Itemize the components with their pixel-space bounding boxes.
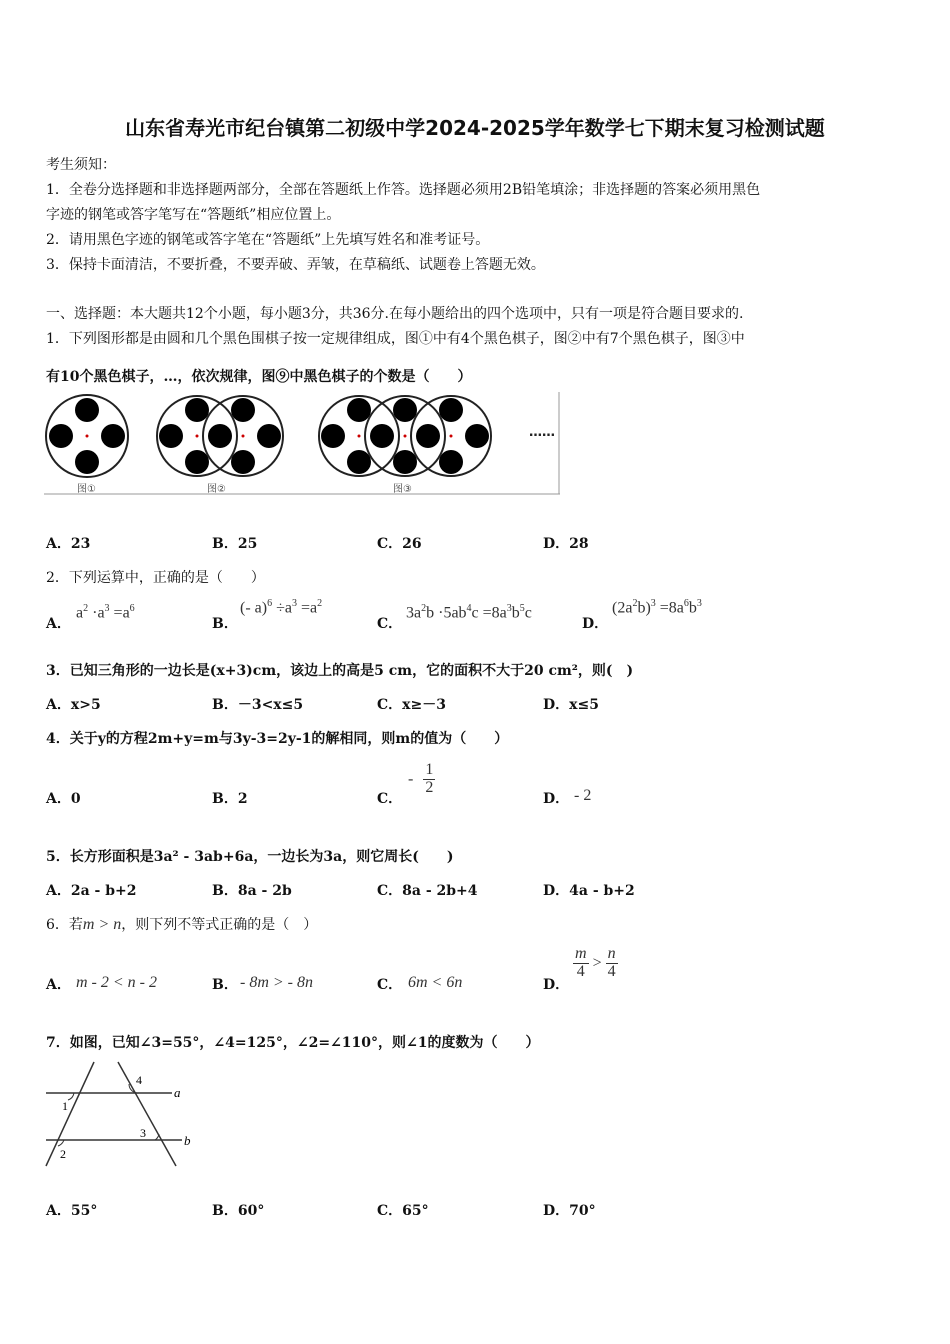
q7-option-d[interactable]: D．70° <box>543 1203 596 1219</box>
q4-option-b[interactable]: B．2 <box>212 791 248 807</box>
angle-label-4: 4 <box>136 1073 142 1087</box>
angle-label-1: 1 <box>62 1099 68 1113</box>
q6-option-b[interactable]: B． <box>212 977 238 993</box>
black-stone <box>347 450 371 474</box>
black-stone <box>75 450 99 474</box>
black-stone <box>393 398 417 422</box>
q2-option-b-math: (- $a)^6 \div a^3 =a^2$ <box>240 598 323 617</box>
black-stone <box>185 398 209 422</box>
q4-option-d[interactable]: D． <box>543 791 570 807</box>
q1-figure <box>44 392 564 498</box>
q6-d-m: m <box>575 945 587 962</box>
q3-option-c[interactable]: C．x≥－3 <box>377 697 446 713</box>
q4-option-c[interactable]: C． <box>377 791 403 807</box>
q2-stem: 2．下列运算中，正确的是（ ） <box>46 570 265 586</box>
q5-option-a[interactable]: A．2a - b+2 <box>46 883 137 899</box>
black-stone <box>49 424 73 448</box>
q6-d-n: n <box>607 945 616 962</box>
q6-stem <box>46 914 317 934</box>
notice-line-3: 3．保持卡面清洁，不要折叠，不要弄破、弄皱，在草稿纸、试题卷上答题无效。 <box>46 257 545 273</box>
q2-option-d[interactable]: D． <box>582 616 609 632</box>
line-label-a: a <box>174 1085 181 1100</box>
figure-3 <box>319 396 491 476</box>
q6-d-4a: 4 <box>576 962 585 980</box>
q5-option-d[interactable]: D．4a - b+2 <box>543 883 635 899</box>
q3-stem: 3．已知三角形的一边长是(x+3)cm，该边上的高是5 cm，它的面积不大于20 cm²，则( ) <box>46 663 634 679</box>
q6-d-left-fraction <box>573 946 589 981</box>
q7-option-c[interactable]: C．65° <box>377 1203 429 1219</box>
q6-option-d[interactable]: D． <box>543 977 570 993</box>
q4-stem: 4．关于y的方程2m+y=m与3y-3=2y-1的解相同，则m的值为（ ） <box>46 731 509 747</box>
line-label-b: b <box>184 1133 191 1148</box>
q6-option-d-math <box>573 946 618 981</box>
q4-c-numerator: 1 <box>425 761 434 778</box>
black-stone <box>321 424 345 448</box>
q2-option-a-math: $a^2 \cdot a^3 =a^6$ <box>76 603 135 622</box>
black-stone <box>185 450 209 474</box>
figure-1 <box>46 395 128 477</box>
fig-label-3: 图③ <box>393 484 412 495</box>
q7-stem: 7．如图，已知∠3=55°，∠4=125°，∠2=∠110°，则∠1的度数为（ ） <box>46 1035 540 1051</box>
q1-stem-line-2: 有10个黑色棋子，…，依次规律，图⑨中黑色棋子的个数是（ ） <box>46 369 472 385</box>
transversal-right <box>118 1062 176 1166</box>
black-stone <box>75 398 99 422</box>
q1-option-b[interactable]: B．25 <box>212 536 258 552</box>
q6-d-gt: > <box>592 954 602 972</box>
q2-option-d-math: $(2a^2b)^3 =8a^6b^3$ <box>612 598 702 617</box>
q1-option-a[interactable]: A．23 <box>46 536 91 552</box>
q7-option-a[interactable]: A．55° <box>46 1203 98 1219</box>
q6-option-a-math: m - 2 < n - 2 <box>76 974 158 991</box>
fig-label-2: 图② <box>207 484 226 495</box>
q6-option-c-math: 6m < 6n <box>408 974 463 991</box>
q4-c-fraction <box>423 762 435 797</box>
black-stone <box>370 424 394 448</box>
angle-label-3: 3 <box>140 1126 146 1140</box>
black-stone <box>393 450 417 474</box>
q7-figure <box>44 1060 204 1174</box>
black-stone <box>347 398 371 422</box>
transversal-left <box>46 1062 94 1166</box>
q6-option-b-math: - 8m > - 8n <box>240 974 314 991</box>
black-stone <box>101 424 125 448</box>
q3-option-d[interactable]: D．x≤5 <box>543 697 599 713</box>
black-stone <box>416 424 440 448</box>
fig-label-1: 图① <box>77 484 96 495</box>
black-stone <box>257 424 281 448</box>
q3-option-b[interactable]: B．－3<x≤5 <box>212 697 304 713</box>
q1-option-d[interactable]: D．28 <box>543 536 589 552</box>
q5-option-c[interactable]: C．8a - 2b+4 <box>377 883 478 899</box>
q2-option-c-math: $3a^2b \cdot 5ab^4c =8a^3b^5c$ <box>406 603 532 622</box>
q7-option-b[interactable]: B．60° <box>212 1203 265 1219</box>
q5-stem: 5．长方形面积是3a² - 3ab+6a，一边长为3a，则它周长( ) <box>46 849 454 865</box>
angle-label-2: 2 <box>60 1147 66 1161</box>
black-stone <box>159 424 183 448</box>
q6-stem-post: ，则下列不等式正确的是（ ） <box>121 917 318 933</box>
fig-ellipsis: …… <box>529 425 555 440</box>
q4-c-sign: - <box>408 770 414 788</box>
black-stone <box>231 398 255 422</box>
section-heading: 一、选择题：本大题共12个小题，每小题3分，共36分.在每小题给出的四个选项中，只有一项是符合题目要求的. <box>46 306 744 322</box>
figure-2 <box>157 396 283 476</box>
q2-option-a[interactable]: A． <box>46 616 71 632</box>
black-stone <box>208 424 232 448</box>
q6-d-right-fraction <box>606 946 618 981</box>
black-stone <box>465 424 489 448</box>
q6-option-a[interactable]: A． <box>46 977 71 993</box>
black-stone <box>231 450 255 474</box>
q5-option-b[interactable]: B．8a - 2b <box>212 883 292 899</box>
notice-heading: 考生须知： <box>46 157 116 173</box>
q6-d-4b: 4 <box>607 962 616 980</box>
q6-stem-pre: 6．若 <box>46 917 83 933</box>
q4-c-denominator: 2 <box>425 778 434 796</box>
q1-stem-line-1: 1．下列图形都是由圆和几个黑色围棋子按一定规律组成，图①中有4个黑色棋子，图②中有7个黑色棋子，图③中 <box>46 331 745 347</box>
q6-stem-math: m > n <box>82 916 122 933</box>
black-stone <box>439 398 463 422</box>
q3-option-a[interactable]: A．x>5 <box>46 697 101 713</box>
notice-line-1b: 字迹的钢笔或答字笔写在“答题纸”相应位置上。 <box>46 207 341 223</box>
q1-option-c[interactable]: C．26 <box>377 536 422 552</box>
q2-option-b[interactable]: B． <box>212 616 238 632</box>
q6-option-c[interactable]: C． <box>377 977 403 993</box>
q4-option-d-math: - 2 <box>574 787 592 804</box>
notice-line-1a: 1．全卷分选择题和非选择题两部分，全部在答题纸上作答。选择题必须用2B铅笔填涂；非选择题的答案必须用黑色 <box>46 182 761 198</box>
page-title: 山东省寿光市纪台镇第二初级中学2024-2025学年数学七下期末复习检测试题 <box>125 116 825 140</box>
q4-option-c-math <box>408 762 435 797</box>
q4-option-a[interactable]: A．0 <box>46 791 81 807</box>
notice-line-2: 2．请用黑色字迹的钢笔或答字笔在“答题纸”上先填写姓名和准考证号。 <box>46 232 490 248</box>
q2-option-c[interactable]: C． <box>377 616 403 632</box>
black-stone <box>439 450 463 474</box>
